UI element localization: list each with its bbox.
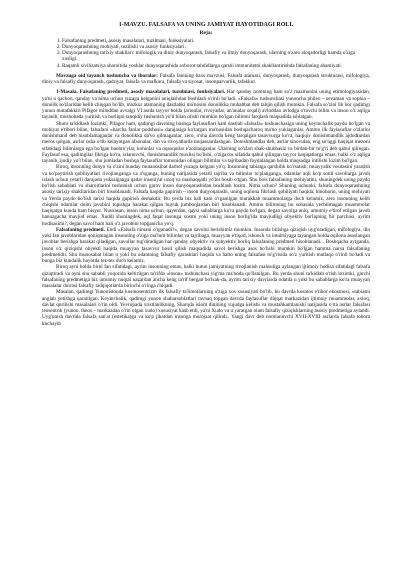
- keywords-text: Falsafa fanining baxs mavzusi, Falsafa atamasi, dunyoqarash, dunyoqarash strukturasi, mifologiya, diniy va falsafiy dunyoqarash, qadriyat, falsafa va mafkura, falsafa va siyosat, insonparvarlik, tafakkur.: [42, 72, 370, 86]
- subject-heading: Falsafaning predmeti.: [56, 226, 105, 233]
- section-1-text: Har qanday nomning ham so'z mazmunini uning etimologiyasidan, ya'ni u qachon, qanday va nima uchun yuzaga kelganini aniqlashdan boshlash o'rinli bo'ladi. «Falsafa» tushunchasi yunoncha phileo – sevaman va sophia – donolik so'zlaridan kelib chiqqan bo'lib, mazkur atamaning dastlabki ma'nosini donolikka muhabbat deb talqin qilish mumkin. Falsafa so'zini ilk bor qadimgi yunon mutafakkiri Pifagor miloddan avvalgi VI asrda tayyor holda (arionlar, rivoyatlar, an'analar orqali) avloddan avlodga o'tuvchi bilim va inson o'z aqliga tayanib, mushohada yuritish va borliqni tanqidiy tushunish yo'li bilan olishi mumkin bo'lgan bilimni farqlash maqsadida ishlatgan.: [42, 89, 370, 121]
- plan-list: [42, 38, 370, 69]
- body-paragraph: Biroq, insonning dunyo va o'zini bunday mutanosibat darhol yuzaga kelgani yo'q. Insonning tabiatga qarshilik ko'rsatish, muayyalik vositasini yaratish va ko'paytirish qobiliyatlari rivojlanganga va o'sganga, buning natijasida yetarli tajriba va bilimlar to'planganga, odamlar aqli ko'p sonli savollarga javob izlash uchun yetarli darajada yuksalganga qadar insoniyat uzoq va mashaqqatli yo'lni bosib o'tgan. Shu bois falsafaning mohiyatini, shuningdek uning paydo bo'lish sabablari va sharoitlarini tushunish uchun garov inson dunyoqarashidan boshlash lozim. Nima uchun? Shuning uchunki, falsafa dunyoqarashning asosiy tarixiy shakllaridan biri hisoblanadi. Falsafa haqida gapirish – inson dunyoqarashi, uning oqilona fikrlash qobiliyati haqida, binobarin, uning mohiyati va Yerda paydo bo'lish tarixi haqida gapirish demakdir. Bu yerda biz hali kam o'rganilgan murakkab muammolarga duch kelamiz, zero insonning kelib chiqishi odamlar doim javobini topishga harakat qilgan buyuk jumboqlardan biri hisoblanadi. Ammo bilimning bu sohasida yechilmagan muammolar haqiqatga kunda ham bisyor. Nusxasan, inson nima uchun, qayerdan, qaysi sabablarga ko'ra paydo bo'lgan, degan savolga aniq, umumiy e'tirof etilgan javob hanuzgacha mavjud emas. Xuddi shuningdek, aql faqat insonga xosmi yoki uning inson borlig'ida mavjudligi obyektiv borliqning bir parchasi, ayrim hodisasimi?, degan savol ham hali o'z javobini topganicha yo'q.: [42, 164, 370, 227]
- section-1-heading: 1-Masala. Falsafaning predmeti, asosiy masalalari, tuzulmasi, funksiyalari.: [56, 89, 226, 96]
- plan-item: 1. Falsafaning predmeti, asosiy masalalari, tuzilmasi, funksiyalari.: [62, 38, 370, 44]
- section-1-paragraph: [42, 89, 370, 120]
- keywords-label: Mavzuga oid tayanch tushuncha va iboralar:: [56, 72, 159, 79]
- plan-item: 4. Raqamli sivilizatsiya sharoitida yoshlar dunyoqarashida axborot tahdidlarga qarshi immunitetni shakllantirishda falsafaning ahamiyati.: [62, 63, 370, 69]
- plan-heading: Reja:: [199, 29, 213, 36]
- page-title: 1-MAVZU. FALSAFA VA UNING JAMIYAT HAYOTIDAGI ROLI.: [118, 22, 294, 28]
- page-footer: [0, 550, 400, 560]
- subject-text: Endi «Falsafa nimani o'rganadi?», degan savolni berishimiz mumkin. Insonda bilishga qiziqish uyg'otadigan, mifologiya, din yoki fan javoblaridan qoniqmagan insonning o'ziga ma'lum bilimlar va tajribaga, muayyan e'tiqod, ishonch va intuitsiyaga tayangan holda oqilona asoslangan javoblar berishga harakat qiladigan, savollar tug'diradigan har qanday obyektiv va subyektiv borliq falsafaning predmeti hisoblanadi. . Boshqacha aytganda, inson o'z qiziqishi obyekti haqida muayyan tasavvur hosil qilish maqsadida savol berishga asos bo'lishi mumkin bo'lgan hamma narsa falsafaning predmetidir. Shu munosabat bilan u yoki bu odamning falsafiy qarashlari haqida va hatto uning falsafasi to'g'risida so'z yuritish mutlaqo o'rinli bo'ladi va bunga biz kundalik hayotda tez-tez duch kelamiz.: [42, 226, 370, 265]
- plan-item: 2. Dunyoqarashning mohiyati, tuzilishi va asosiy funksiyalari.: [62, 44, 370, 50]
- body-paragraph: Masalan, qadimgi Yunonistonda kosmosentrizm ilk falsafiy ta'limotlarning o'ziga xos xususiyati bo'lib, bu davrda kosmos e'tibor ekosmosi, «tabiatni anglab yetishga qaratilgan. Keyinchalik, qadimgi yunon shaharsoblatlari ravnaq topgan davrda faylasuflar diqqat markazidan ijtimoiy muammolar, axloq, davlat qurilishi masalalari o'rin oldi. Yevropada xristianlikning, Sharqda islom dinining vujudga kelishi va mustahkamlanishi natijasida o'rta asrlar falsafasi teosentrik (yunon. theos – markazdan o'rin olgan xudo) xususiyat kasb etdi, ya'ni Xudo va u yaratgan olam falsafiy qiziqishlarning asosiy predmetiga aylandi. Uyg'onish davrida falsafa san'at (estetika)ga va ko'p jihatdan insonga murojaat qilindi.. Yangi davr deb nomlanuvchi XVII-XVIII asrlarda falsafa tobora kuchayib: [42, 289, 370, 327]
- body-paragraph: Shuni ta'kidlash lozimki, Pifagor ham, qadimgi davrning boshqa faylasuflari ham dastlab «falsafa» tushunchasiga uning keyinchalik paydo bo'lgan va mohiyat e'tibori bilan, falsafani «barcha fanlar podshosi» darajasiga ko'targan ma'nosidan boshqacharoq ma'no yuklaganlar. Ammo ilk faylasuflar o'zlarini donishmand deb hisoblamaganlar va donolikka da'vo qilmaganlar, zero, o'sha davrda keng tarqalgan tasavvurga ko'ra, haqiqiy donishmandlik ajdodlardan meros qolgan, asrlar osha o'tib kelayotgan afsonalar, din va rivoyatlarda mujassamlashgan. Donishmandlar deb, asrlar sinovidan, eng so'nggi haqiqat mezoni sifatidagi bilimlarga ega bo'lgan baobro'ylar, kohinlar va oqsoqollar e'zozlanganlar. Ularning so'zlari shak-shubhasiz va birdan-bir to'g'ri deb qabul qilingan. Faylasuf esa, qadimgilar fikriga ko'ra, izlanuvchi, donishmandlik muxlisi bo'lishi, o'zigaxos sifatida qabul qilingan tayyor haqiqatlarga emas, balki o'z aqliga tayanib, ijodiy yo'l bilan, shu jumladan boshqa faylasuflar tomonidan olingan bilimlar va tajribadan foydalangan holda maqsadga intilishi lozim bo'lgan.: [42, 120, 370, 165]
- plan-item: 3. Dunyoqarashning tarixiy shakllari: mifologik va diniy dunyoqarash, falsafiy va ilmiy dunyoqarash, ularning o'zaro aloqadorligi hamda o'ziga xosligi.: [62, 50, 370, 63]
- subject-paragraph: [42, 227, 370, 265]
- keywords-paragraph: [42, 73, 370, 86]
- body-paragraph: Biroq ayni holda birni fan sifatidagi, ayrim insonning emas, balki butun jamiyatning rivojlanish mahsuliga aylangan ijtimoiy hodisa sifatidagi falsafa qiziqtiradi va ayni shu sababli yuqorida keltirilgan ta'rifda «inson» tushunchasi yig'ma ma'noda qo'llanilgan. Bu yerda shuni ta'kidlab o'tish lozimki, garchi falsafaning predmetiga biz umumiy nuqtai nazardan ancha keng ta'rif bergan bo'lsak-da, ayrim tarixiy davrlarda odatda u yoki bu sabablarga ko'ra muayyan masalalar doirasi falsafiy tadqiqotlarda birinchi o'ringa chiqadi.: [42, 264, 370, 290]
